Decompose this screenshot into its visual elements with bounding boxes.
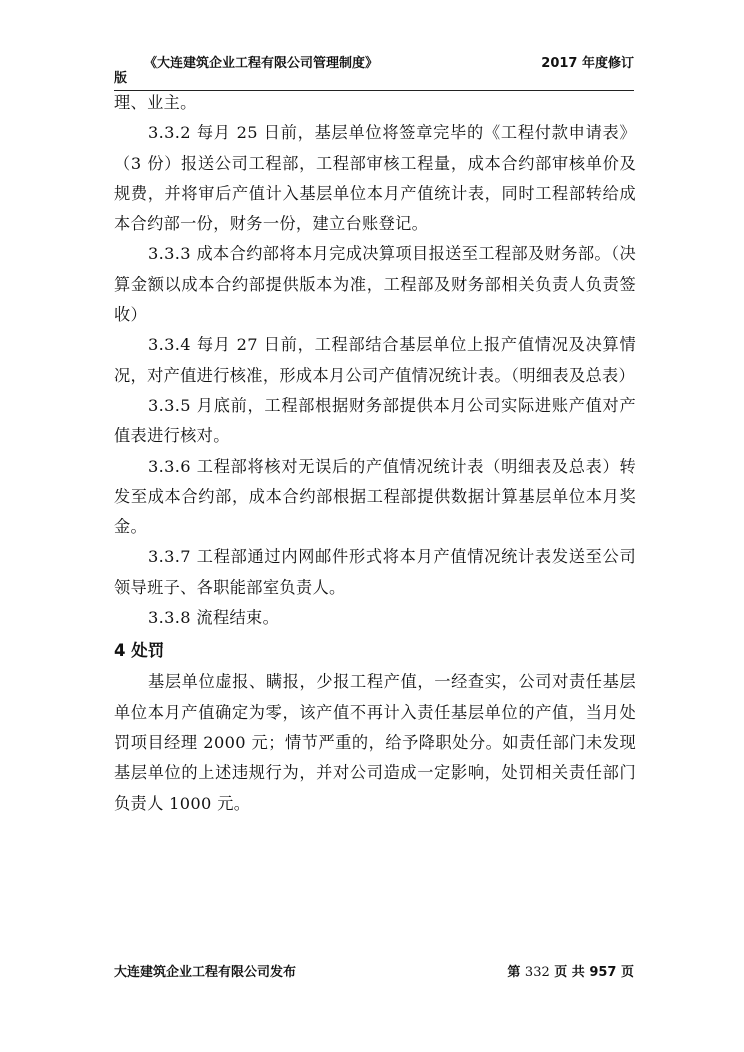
paragraph-3-3-6: 3.3.6 工程部将核对无误后的产值情况统计表（明细表及总表）转发至成本合约部，成本合约部根据工程部提供数据计算基层单位本月奖金。 [114, 456, 636, 537]
paragraph-3-3-8: 3.3.8 流程结束。 [148, 608, 280, 628]
footer-publisher: 大连建筑企业工程有限公司发布 [114, 965, 297, 980]
page-number [507, 961, 634, 980]
page-header [114, 52, 634, 90]
document-body [114, 88, 636, 819]
paragraph-3-3-2: 3.3.2 每月 25 日前，基层单位将签章完毕的《工程付款申请表》（3 份）报送公司工程部，工程部审核工程量，成本合约部审核单价及规费，并将审后产值计入基层单位本月产值统计表，同时工程部转给成本合约部一份，财务一份，建立台账登记。 [114, 123, 636, 234]
paragraph-penalty: 基层单位虚报、瞒报，少报工程产值，一经查实，公司对责任基层单位本月产值确定为零，该产值不再计入责任基层单位的产值，当月处罚项目经理 2000 元；情节严重的，给予降职处分。如责任部门未发现基层单位的上述违规行为，并对公司造成一定影响，处罚相关责任部门负责人 1000 元。 [114, 672, 636, 813]
header-document-title: 《大连建筑企业工程有限公司管理制度》 [144, 56, 379, 71]
paragraph-3-3-4: 3.3.4 每月 27 日前，工程部结合基层单位上报产值情况及决算情况，对产值进行核准，形成本月公司产值情况统计表。（明细表及总表） [114, 335, 636, 385]
paragraph-continuation: 理、业主。 [114, 93, 197, 112]
header-edition-wrap: 版 [114, 71, 128, 86]
header-edition: 2017 年度修订 [541, 56, 634, 71]
page-prefix: 第 [507, 965, 525, 980]
page-footer [114, 961, 634, 979]
current-page-number: 332 [524, 965, 550, 980]
page-middle: 页 共 [549, 965, 590, 980]
section-heading-penalty: 4 处罚 [114, 641, 165, 661]
header-line [114, 52, 634, 70]
paragraph-3-3-7: 3.3.7 工程部通过内网邮件形式将本月产值情况统计表发送至公司领导班子、各职能部室负责人。 [114, 547, 636, 597]
paragraph-3-3-5: 3.3.5 月底前，工程部根据财务部提供本月公司实际进账产值对产值表进行核对。 [114, 395, 636, 446]
total-pages-number: 957 [589, 965, 617, 980]
page-suffix: 页 [616, 965, 634, 980]
paragraph-3-3-3: 3.3.3 成本合约部将本月完成决算项目报送至工程部及财务部。（决算金额以成本合约部提供版本为准，工程部及财务部相关负责人负责签收） [114, 244, 636, 325]
